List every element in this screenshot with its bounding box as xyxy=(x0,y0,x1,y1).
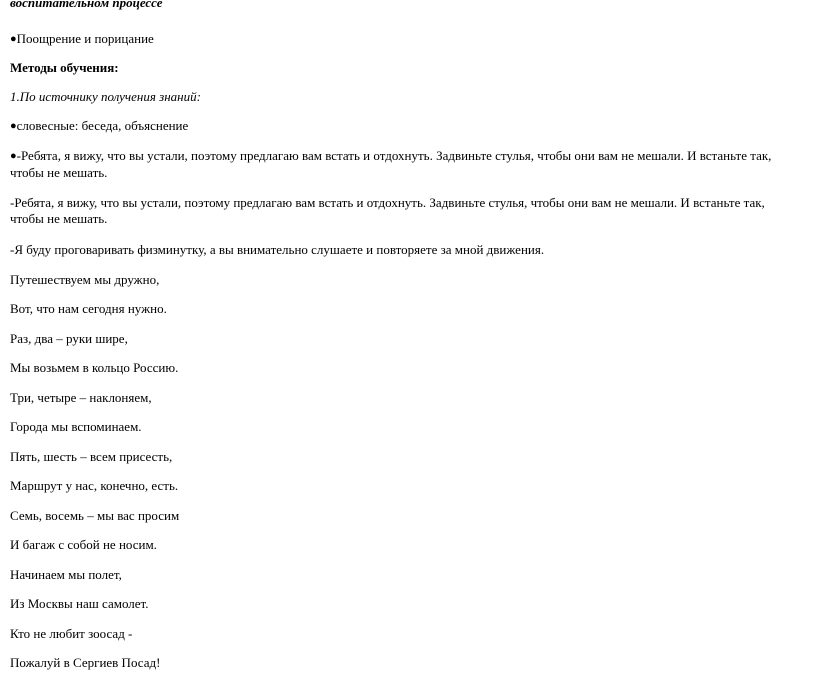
poem-line: Вот, что нам сегодня нужно. xyxy=(10,301,167,316)
poem-line: Маршрут у нас, конечно, есть. xyxy=(10,478,179,493)
bullet-icon: ● xyxy=(10,33,17,45)
heading-fragment: воспитательном процессе xyxy=(10,0,163,10)
bullet-item-encouragement xyxy=(10,31,800,48)
paragraph-text: -Ребята, я вижу, что вы устали, поэтому предлагаю вам встать и отдохнуть. Задвиньте стулья, чтобы они вам не мешали. И встаньте так, чтобы не мешать. xyxy=(10,148,772,180)
bullet-text: словесные: беседа, объяснение xyxy=(16,118,189,133)
poem-line: И багаж с собой не носим. xyxy=(10,537,157,552)
poem-line: Пять, шесть – всем присесть, xyxy=(10,449,173,464)
poem-line: Раз, два – руки шире, xyxy=(10,331,128,346)
poem-line: Пожалуй в Сергиев Посад! xyxy=(10,655,161,670)
poem-line: Мы возьмем в кольцо Россию. xyxy=(10,360,179,375)
paragraph-instruction-3: -Я буду проговаривать физминутку, а вы внимательно слушаете и повторяете за мной движения. xyxy=(10,242,545,257)
section-title-teaching-methods: Методы обучения: xyxy=(10,60,119,75)
bullet-item-verbal xyxy=(10,118,800,135)
paragraph-instruction-2: -Ребята, я вижу, что вы устали, поэтому предлагаю вам встать и отдохнуть. Задвиньте стулья, чтобы они вам не мешали. И встаньте так, чтобы не мешать. xyxy=(10,195,765,226)
poem-line: Семь, восемь – мы вас просим xyxy=(10,508,180,523)
bullet-icon: ● xyxy=(10,120,17,132)
poem-line: Путешествуем мы дружно, xyxy=(10,272,160,287)
poem-line: Три, четыре – наклоняем, xyxy=(10,390,152,405)
paragraph-instruction-1 xyxy=(10,148,800,181)
poem-line: Из Москвы наш самолет. xyxy=(10,596,149,611)
poem-line: Города мы вспоминаем. xyxy=(10,419,142,434)
bullet-icon: ● xyxy=(10,150,17,162)
poem-line: Кто не любит зоосад - xyxy=(10,626,133,641)
poem-line: Начинаем мы полет, xyxy=(10,567,122,582)
bullet-text: Поощрение и порицание xyxy=(16,31,154,46)
subsection-title-knowledge-source: 1.По источнику получения знаний: xyxy=(10,89,201,104)
